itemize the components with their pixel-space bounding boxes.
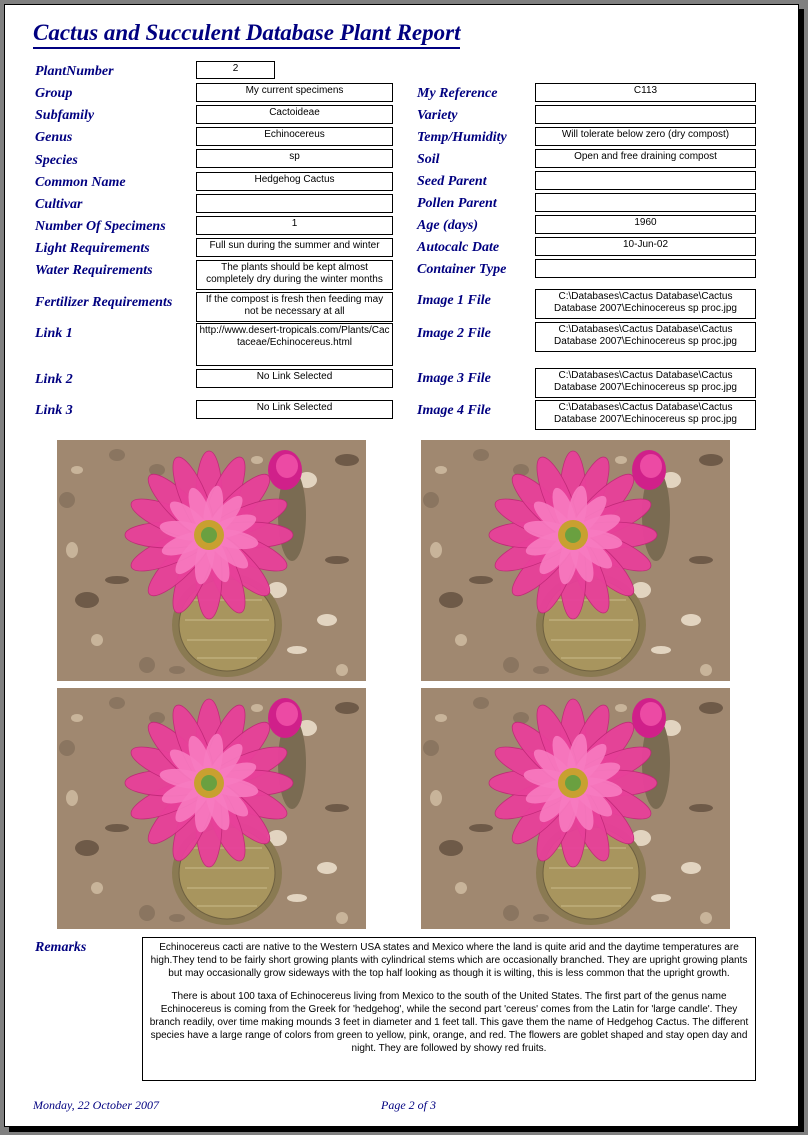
value-age-days: 1960 [535,215,756,234]
value-species: sp [196,149,393,168]
value-temp-humidity: Will tolerate below zero (dry compost) [535,127,756,146]
value-link-1[interactable]: http://www.desert-tropicals.com/Plants/Cactaceae/Echinocereus.html [196,323,393,366]
plant-image-4 [421,688,730,929]
value-image-4-file: C:\Databases\Cactus Database\Cactus Database 2007\Echinocereus sp proc.jpg [535,400,756,430]
value-water-requirements: The plants should be kept almost completely dry during the winter months [196,260,393,290]
label-my-reference: My Reference [417,86,498,101]
value-my-reference: C113 [535,83,756,102]
value-image-2-file: C:\Databases\Cactus Database\Cactus Database 2007\Echinocereus sp proc.jpg [535,322,756,352]
value-soil: Open and free draining compost [535,149,756,168]
plant-image-1 [57,440,366,681]
label-image-2-file: Image 2 File [417,326,491,341]
label-plant-number: PlantNumber [35,64,114,79]
label-cultivar: Cultivar [35,197,83,212]
value-plant-number: 2 [196,61,275,79]
value-fertilizer-requirements: If the compost is fresh then feeding may not be necessary at all [196,292,393,322]
value-genus: Echinocereus [196,127,393,146]
value-variety [535,105,756,124]
value-image-3-file: C:\Databases\Cactus Database\Cactus Database 2007\Echinocereus sp proc.jpg [535,368,756,398]
label-group: Group [35,86,73,101]
remarks-paragraph-2: There is about 100 taxa of Echinocereus living from Mexico to the south of the United States. The first part of the genus name Echinocereus is coming from the Greek for 'hedgehog', while the second part 'cereus' comes from the Latin for 'large candle'. They branch readily, over time making mounds 3 feet in diameter and 1 feet tall. This gave them the name of Hedgehog Cactus. The different species have a large range of colors from green to yellow, pink, orange, and red. The flowers are goblet shaped and stay open day and night. They are followed by showy red fruits. [149,991,749,1054]
label-autocalc-date: Autocalc Date [417,240,500,255]
label-container-type: Container Type [417,262,507,277]
label-species: Species [35,153,78,168]
label-common-name: Common Name [35,175,126,190]
label-temp-humidity: Temp/Humidity [417,130,507,145]
label-light-requirements: Light Requirements [35,241,150,256]
footer-date: Monday, 22 October 2007 [33,1098,159,1112]
label-seed-parent: Seed Parent [417,174,487,189]
label-fertilizer-requirements: Fertilizer Requirements [35,295,173,310]
value-light-requirements: Full sun during the summer and winter [196,238,393,257]
label-image-1-file: Image 1 File [417,293,491,308]
value-group: My current specimens [196,83,393,102]
label-age-days: Age (days) [417,218,479,233]
value-seed-parent [535,171,756,190]
value-image-1-file: C:\Databases\Cactus Database\Cactus Database 2007\Echinocereus sp proc.jpg [535,289,756,319]
label-image-3-file: Image 3 File [417,371,491,386]
label-subfamily: Subfamily [35,108,95,123]
value-number-of-specimens: 1 [196,216,393,235]
label-link-3: Link 3 [35,403,73,418]
value-subfamily: Cactoideae [196,105,393,124]
value-autocalc-date: 10-Jun-02 [535,237,756,256]
label-genus: Genus [35,130,73,145]
value-container-type [535,259,756,278]
label-number-of-specimens: Number Of Specimens [35,219,166,234]
plant-image-3 [57,688,366,929]
value-common-name: Hedgehog Cactus [196,172,393,191]
footer-page-number: Page 2 of 3 [381,1098,436,1112]
label-pollen-parent: Pollen Parent [417,196,497,211]
label-link-1: Link 1 [35,326,73,341]
report-page [4,4,799,1127]
label-remarks: Remarks [35,940,87,955]
value-cultivar [196,194,393,213]
remarks-paragraph-1: Echinocereus cacti are native to the Western USA states and Mexico where the land is quite arid and the daytime temperatures are high.They tend to be fairly short growing plants with cylindrical stems which are occasionally branched. They are upright growing plants but may occasionally grow sideways with the top half looking as though it is wilting, this is less common that the upright growth. [150,942,748,979]
plant-image-2 [421,440,730,681]
label-water-requirements: Water Requirements [35,263,153,278]
value-link-3[interactable]: No Link Selected [196,400,393,419]
report-title: Cactus and Succulent Database Plant Report [33,19,460,49]
label-link-2: Link 2 [35,372,73,387]
label-image-4-file: Image 4 File [417,403,491,418]
remarks-box [142,937,756,1081]
label-soil: Soil [417,152,440,167]
label-variety: Variety [417,108,458,123]
value-link-2[interactable]: No Link Selected [196,369,393,388]
value-pollen-parent [535,193,756,212]
